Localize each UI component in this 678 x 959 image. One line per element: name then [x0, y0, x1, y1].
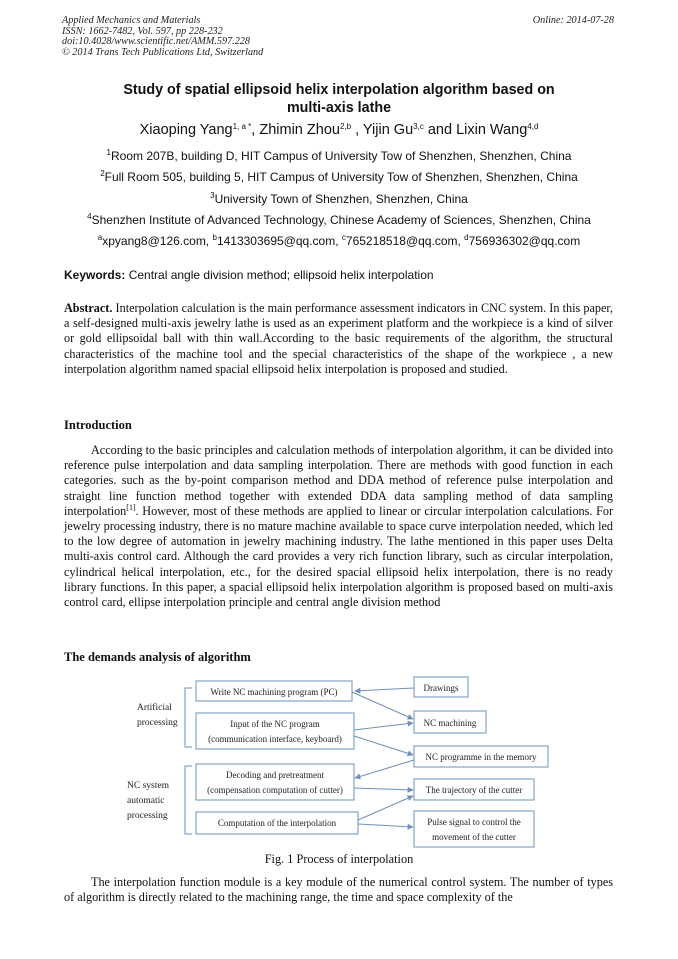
online-date: Online: 2014-07-28: [532, 15, 614, 26]
email-sup: d: [464, 233, 469, 242]
box-label: (communication interface, keyboard): [208, 734, 342, 744]
group-label-line: processing: [137, 718, 178, 728]
affiliation-sup: 2: [100, 169, 105, 178]
keywords-text: Central angle division method; ellipsoid helix interpolation: [125, 268, 434, 282]
abstract-text: Interpolation calculation is the main performance assessment indicators in CNC system. In this paper, a self-designed multi-axis jewelry lathe is used as an experiment platform and the workpiece is a kind of silver or gold ellipsoidal ball with thin wall.According to the basic requirements of the algorithm, the structural characteristics of the machine tool and the special characteristics of the shape of the workpiece , a new interpolation algorithm named spacial ellipsoid helix interpolation is proposed and studied.: [64, 301, 613, 376]
arrow-memory-to-decoding: [355, 760, 414, 778]
affiliation-sup: 4: [87, 212, 92, 221]
closing-paragraph: The interpolation function module is a key module of the numerical control system. The number of types of algorithm is directly related to the machining range, the time and space complexity of the: [64, 875, 613, 905]
affiliation-text: Shenzhen Institute of Advanced Technology, Chinese Academy of Sciences, Shenzhen, China: [91, 213, 591, 227]
box-pulse-signal: [414, 811, 534, 847]
author-sep: ,: [351, 122, 363, 138]
figure-caption: Fig. 1 Process of interpolation: [264, 852, 414, 866]
box-label: NC machining: [423, 718, 477, 728]
intro-text-2: . However, most of these methods are applied to linear or circular interpolation calculations. For jewelry processing industry, there is no mature machine available to space curve interpolation needed, which led to the low degree of automation in jewelry machining industry. The lathe mentioned in this paper uses Delta multi-axis control card. Although the card provides a very rich function library, such as circular interpolation, cylindrical helical interpolation, etc., for the desired spacial ellipsoid helix interpolation, there is no ready library functions. In this paper, a spacial ellipsoid helix interpolation algorithm is proposed based on multi-axis control card, ellipse interpolation principle and central angle division method: [64, 503, 613, 610]
copyright-line: © 2014 Trans Tech Publications Ltd, Switzerland: [62, 46, 264, 58]
box-label: (compensation computation of cutter): [207, 785, 343, 795]
group-label-line: automatic: [127, 796, 165, 806]
abstract-label: Abstract.: [64, 301, 113, 315]
box-nc-programme-memory: [414, 746, 548, 767]
group-label-nc-system: [127, 781, 170, 821]
bracket-artificial: [185, 688, 192, 747]
box-label: Computation of the interpolation: [217, 818, 337, 828]
author-sep: and: [423, 122, 457, 138]
author-sup: 2,b: [339, 122, 352, 131]
box-interpolation-computation: [196, 812, 358, 834]
author-sup: 1, a *: [232, 122, 252, 131]
email-link[interactable]: xpyang8@126.com,: [102, 234, 213, 248]
demands-heading: The demands analysis of algorithm: [64, 650, 251, 664]
arrow-interp-to-pulse: [358, 824, 413, 827]
affiliation-sup: 1: [106, 148, 111, 157]
box-nc-machining: [414, 711, 486, 733]
box-label: Drawings: [423, 683, 459, 693]
box-label: movement of the cutter: [432, 832, 516, 842]
keywords-label: Keywords:: [64, 268, 126, 282]
arrow-input-to-memory: [354, 736, 413, 755]
arrow-interp-to-trajectory: [358, 796, 413, 820]
author-name: Xiaoping Yang: [139, 122, 233, 138]
author-name: Lixin Wang: [456, 122, 528, 138]
doi-line[interactable]: doi:10.4028/www.scientific.net/AMM.597.228: [62, 36, 250, 48]
box-label: Pulse signal to control the: [427, 817, 521, 827]
group-label-line: processing: [127, 811, 168, 821]
journal-name: Applied Mechanics and Materials: [62, 15, 201, 26]
author-name: Yijin Gu: [362, 122, 414, 138]
box-label: Input of the NC program: [230, 719, 320, 729]
author-sup: 4,d: [527, 122, 539, 131]
issn-line: ISSN: 1662-7482, Vol. 597, pp 228-232: [62, 25, 223, 37]
email-sup: c: [341, 233, 346, 242]
title-line-2: multi-axis lathe: [286, 100, 392, 116]
email-sup: b: [212, 233, 217, 242]
box-write-nc-program: [196, 681, 352, 701]
box-label: The trajectory of the cutter: [425, 785, 523, 795]
box-cutter-trajectory: [414, 779, 534, 800]
arrow-write-to-machining: [352, 692, 413, 719]
group-label-artificial: [137, 702, 178, 728]
email-link[interactable]: 756936302@qq.com: [468, 234, 581, 248]
group-label-line: NC system: [127, 781, 169, 791]
email-link[interactable]: 1413303695@qq.com,: [216, 234, 342, 248]
author-name: Zhimin Zhou: [259, 122, 340, 138]
title-line-1: Study of spatial ellipsoid helix interpolation algorithm based on: [123, 82, 555, 98]
bracket-nc-system: [185, 766, 192, 834]
arrow-decoding-to-trajectory: [354, 788, 413, 790]
introduction-heading: Introduction: [64, 418, 132, 432]
email-sup: a: [97, 233, 103, 242]
affiliation-text: Full Room 505, building 5, HIT Campus of University Tow of Shenzhen, Shenzhen, China: [104, 170, 578, 184]
group-label-line: Artificial: [137, 703, 172, 713]
arrow-drawings-to-write: [355, 688, 414, 691]
email-link[interactable]: 765218518@qq.com,: [345, 234, 465, 248]
affiliation-text: Room 207B, building D, HIT Campus of University Tow of Shenzhen, Shenzhen, China: [110, 149, 572, 163]
box-decoding: [196, 764, 354, 800]
citation-ref[interactable]: [1]: [126, 502, 136, 512]
box-label: Decoding and pretreatment: [226, 770, 324, 780]
box-drawings: [414, 677, 468, 697]
author-sup: 3,c: [413, 122, 424, 131]
arrow-input-to-machining: [354, 723, 413, 730]
intro-text-1: According to the basic principles and calculation methods of interpolation algorithm, it can be divided into reference pulse interpolation and data sampling interpolation. There are methods with good function in each categories. such as the by-point comparison method and DDA method of reference pulse interpolation and straight line function method together with extended DDA data sampling method of data sampling interpolation: [64, 443, 613, 518]
box-label: Write NC machining program (PC): [210, 687, 338, 697]
box-input-nc-program: [196, 713, 354, 749]
flow-arrows: [352, 688, 414, 827]
affiliation-text: University Town of Shenzhen, Shenzhen, China: [214, 192, 468, 206]
box-label: NC programme in the memory: [425, 752, 537, 762]
author-sep: ,: [251, 122, 260, 138]
affiliation-sup: 3: [210, 191, 215, 200]
